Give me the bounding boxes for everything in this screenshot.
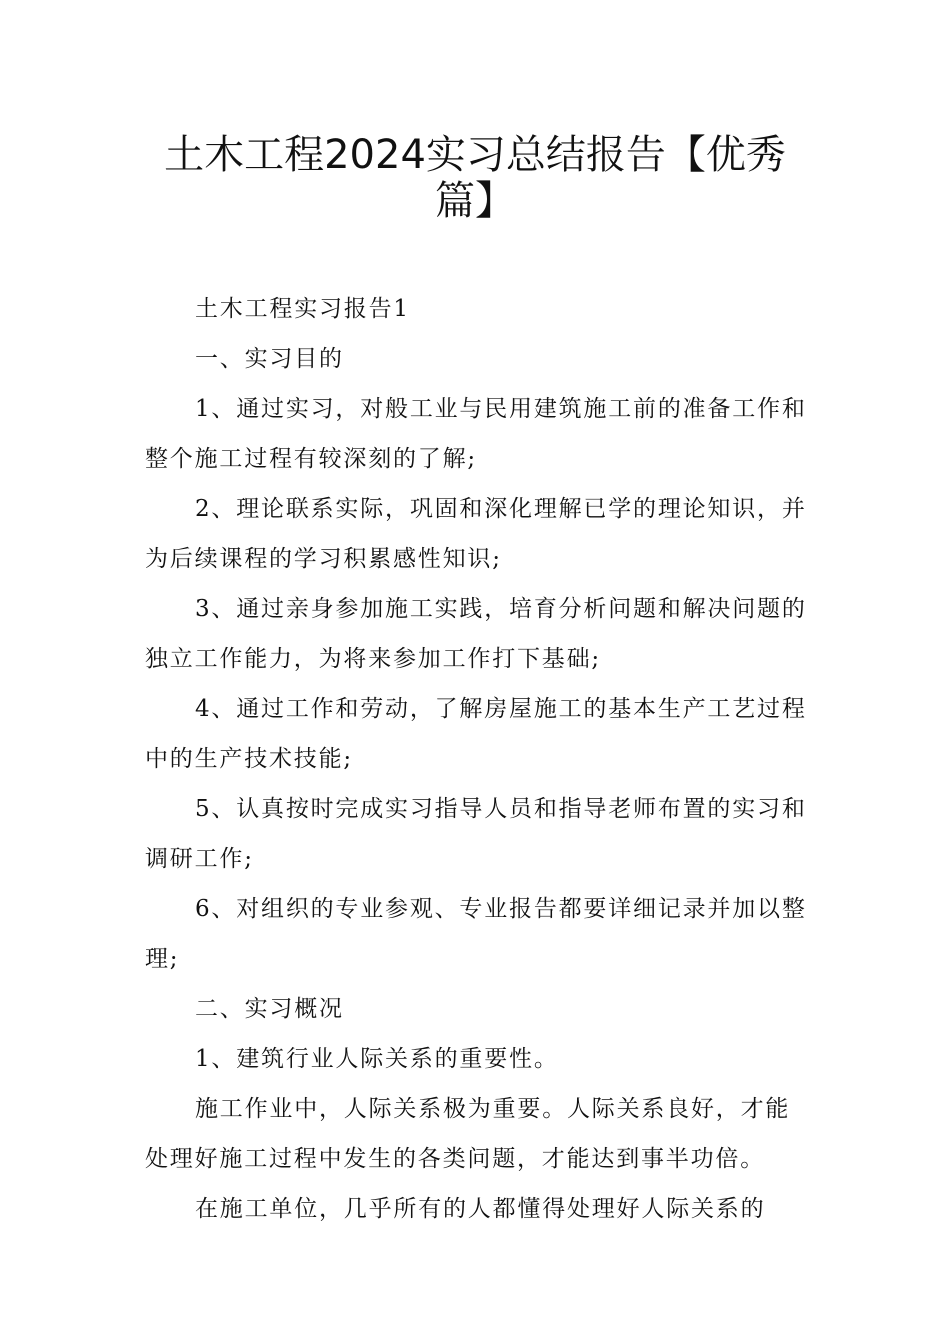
body-paragraph: 施工作业中，人际关系极为重要。人际关系良好，才能处理好施工过程中发生的各类问题，才能达到事半功倍。 <box>145 1096 791 1172</box>
purpose-item-3: 3、通过亲身参加施工实践，培育分析问题和解决问题的独立工作能力，为将来参加工作打下基础; <box>145 596 807 672</box>
purpose-item-4: 4、通过工作和劳动，了解房屋施工的基本生产工艺过程中的生产技术技能; <box>145 696 807 772</box>
purpose-item-2: 2、理论联系实际，巩固和深化理解已学的理论知识，并为后续课程的学习积累感性知识; <box>145 496 807 572</box>
section-heading-overview: 二、实习概况 <box>195 996 344 1022</box>
section-heading-purpose: 一、实习目的 <box>195 346 344 372</box>
document-title-line-2: 篇】 <box>435 178 515 224</box>
body-paragraph-partial: 在施工单位，几乎所有的人都懂得处理好人际关系的 <box>195 1196 766 1222</box>
purpose-item-6: 6、对组织的专业参观、专业报告都要详细记录并加以整理; <box>145 896 807 972</box>
overview-item-1: 1、建筑行业人际关系的重要性。 <box>195 1046 559 1072</box>
document-title-line-1: 土木工程2024实习总结报告【优秀 <box>164 132 786 178</box>
purpose-item-5: 5、认真按时完成实习指导人员和指导老师布置的实习和调研工作; <box>145 796 807 872</box>
report-heading: 土木工程实习报告1 <box>195 296 410 322</box>
purpose-item-1: 1、通过实习，对般工业与民用建筑施工前的准备工作和整个施工过程有较深刻的了解; <box>145 396 807 472</box>
